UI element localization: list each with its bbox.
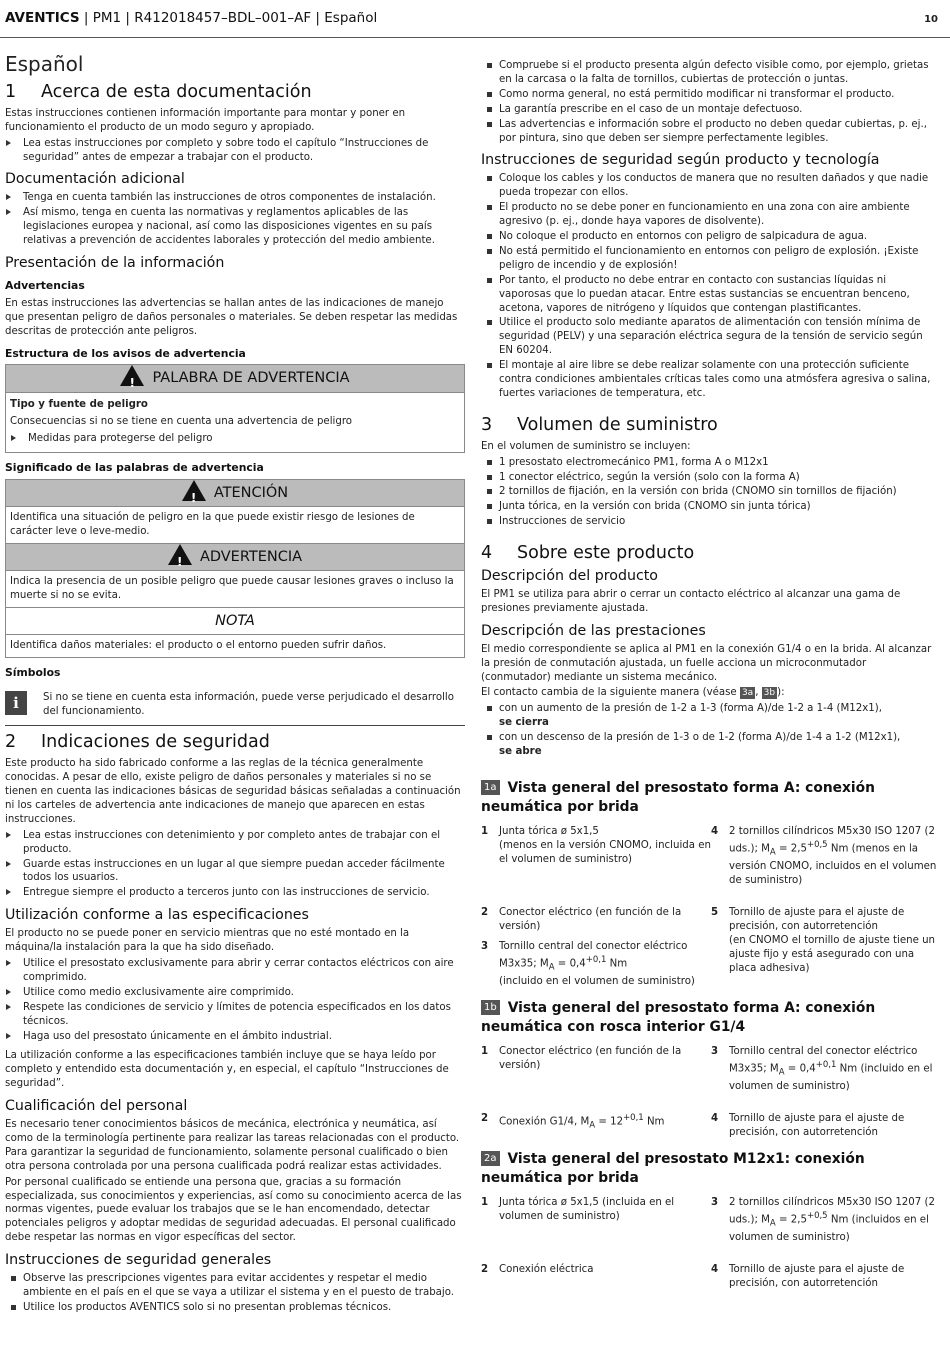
section-3-heading: 3 Volumen de suministro xyxy=(481,414,718,435)
qualification-heading: Cualificación del personal xyxy=(5,1098,188,1115)
page-header xyxy=(5,10,377,26)
qualification-text-2: Por personal cualificado se entiende una persona que, gracias a su formación especializada, sus conocimientos y experiencias, así como su conocimiento acerca de las normas vigentes, puede evaluar los trabajos que se le han encomendado, detectar potenciales peligros y adoptar medidas de seguridad adecuadas. El personal cualificado debe respetar las normas en vigor específicas del sector. xyxy=(5,1176,462,1244)
list-item: Utilice los productos AVENTICS solo si no presentan problemas técnicos. xyxy=(5,1301,465,1315)
figure-1b-legend: 1 Conector eléctrico (en función de la versión) 3 Tornillo central del conector eléctrico M3x35; $M_A = 0,4^{+0,1}$ Nm (incluido en el volumen de suministro) 2 Conexión G1/4, $M_A = 12^{+0,1}$ Nm 4 Tornillo de ajuste para el ajuste de precisión, con autorretención xyxy=(481,1045,938,1140)
list-item: Utilice el producto solo mediante aparatos de alimentación con tensión mínima de seguridad (PELV) y una separación eléctrica segura de la tensión de servicio según EN 60204. xyxy=(481,316,938,358)
intended-use-text-2: La utilización conforme a las especificaciones también incluye que se haya leído por completo y entendido esta documentación y, en especial, el capítulo “Instrucciones de seguridad”. xyxy=(5,1050,449,1090)
warnings-heading: Advertencias xyxy=(5,278,85,292)
warning-box: !ADVERTENCIA Indica la presencia de un posible peligro que puede causar lesiones graves o incluso la muerte si no se evita. xyxy=(5,544,465,608)
list-item: Lea estas instrucciones por completo y sobre todo el capítulo “Instrucciones de seguridad” antes de empezar a trabajar con el producto. xyxy=(5,137,465,165)
list-item: Haga uso del presostato únicamente en el ámbito industrial. xyxy=(5,1030,465,1044)
list-item: La garantía prescribe en el caso de un montaje defectuoso. xyxy=(481,103,938,117)
list-item: Compruebe si el producto presenta algún defecto visible como, por ejemplo, grietas en la carcasa o la falta de tornillos, cubiertas de protección o juntas. xyxy=(481,59,938,87)
legend-item: Conexión eléctrica xyxy=(499,1264,594,1276)
s1-list xyxy=(5,137,465,165)
list-item: Guarde estas instrucciones en un lugar al que siempre puedan acceder fácilmente todos los usuarios. xyxy=(5,858,465,886)
figure-ref-3a: 3a xyxy=(741,688,754,699)
list-item: Entregue siempre el producto a terceros junto con las instrucciones de servicio. xyxy=(5,886,465,900)
figure-ref-3b: 3b xyxy=(763,688,776,699)
section-2-heading: 2 Indicaciones de seguridad xyxy=(5,732,270,753)
general-safety-heading: Instrucciones de seguridad generales xyxy=(5,1252,272,1269)
general-safety-list-cont xyxy=(481,59,938,145)
caution-box: !ATENCIÓN Identifica una situación de peligro en la que puede existir riesgo de lesiones de carácter leve o leve-medio. xyxy=(5,479,465,544)
legend-item: Conector eléctrico (en función de la versión) xyxy=(499,1045,682,1071)
product-safety-heading: Instrucciones de seguridad según producto y tecnología xyxy=(481,152,880,169)
list-item: Junta tórica, en la versión con brida (CNOMO sin junta tórica) xyxy=(481,500,938,514)
legend-item: 2 tornillos cilíndricos M5x30 ISO 1207 (2 uds.); $M_A = 2,5^{+0,5}$ Nm (menos en la versión CNOMO, incluidos en el volumen de suministro) xyxy=(729,825,937,887)
info-symbol-text: Si no se tiene en cuenta esta información, puede verse perjudicado el desarrollo del funcionamiento. xyxy=(43,692,454,718)
section-1-heading: 1 Acerca de esta documentación xyxy=(5,81,312,102)
symbols-heading: Símbolos xyxy=(5,665,61,679)
list-item: El montaje al aire libre se debe realizar solamente con una protección suficiente contra condiciones ambientales críticas tales como una atmósfera agresiva o salina, fuertes variaciones de temperatura, etc. xyxy=(481,359,938,401)
s2-intro: Este producto ha sido fabricado conforme a las reglas de la técnica generalmente conocidas. A pesar de ello, existe peligro de daños personales y materiales si no se tienen en cuenta las indicaciones básicas de seguridad básicas señaladas a continuación ni los carteles de advertencia ante indicaciones de manejo que aparecen en estas instrucciones. xyxy=(5,758,461,825)
legend-item: Tornillo central del conector eléctrico M3x35; $M_A = 0,4^{+0,1}$ Nm (incluido en el volumen de suministro) xyxy=(729,1045,933,1093)
legend-item: 2 tornillos cilíndricos M5x30 ISO 1207 (2 uds.); $M_A = 2,5^{+0,5}$ Nm (incluidos en el volumen de suministro) xyxy=(729,1196,935,1244)
list-item: Por tanto, el producto no debe entrar en contacto con sustancias líquidas ni vaporosas que lo puedan atacar. Entre estas sustancias se encuentran benceno, acetona, vapores de nitrógeno y líquidos que contengan plastificantes. xyxy=(481,274,938,316)
list-item: Las advertencias e información sobre el producto no deben quedar cubiertas, p. ej., por pintura, sino que deben ser siempre perfectamente legibles. xyxy=(481,118,938,146)
info-symbol-row xyxy=(5,685,465,726)
warning-template-bar: !PALABRA DE ADVERTENCIA xyxy=(6,365,464,393)
figure-2a-legend: 1 Junta tórica ø 5x1,5 (incluida en el volumen de suministro) 3 2 tornillos cilíndricos M5x30 ISO 1207 (2 uds.); $M_A = 2,5^{+0,5}$ Nm (incluidos en el volumen de suministro) 2 Conexión eléctrica 4 Tornillo de ajuste para el ajuste de precisión, con autorretención xyxy=(481,1196,938,1291)
delivery-intro: En el volumen de suministro se incluyen: xyxy=(481,440,691,452)
list-item: Utilice el presostato exclusivamente para abrir y cerrar contactos eléctricos con aire comprimido. xyxy=(5,957,465,985)
delivery-list xyxy=(481,456,938,530)
product-description-text: El PM1 se utiliza para abrir o cerrar un contacto eléctrico al alcanzar una gama de presiones previamente ajustada. xyxy=(481,589,901,614)
list-item: No coloque el producto en entornos con peligro de salpicadura de agua. xyxy=(481,230,938,244)
language-title: Español xyxy=(5,52,84,76)
list-item: Instrucciones de servicio xyxy=(481,515,938,529)
page-number: 10 xyxy=(924,14,938,25)
list-item: 2 tornillos de fijación, en la versión con brida (CNOMO sin tornillos de fijación) xyxy=(481,485,938,499)
figure-1a-legend: 1 Junta tórica ø 5x1,5 (menos en la versión CNOMO, incluida en el volumen de suministro) 4 2 tornillos cilíndricos M5x30 ISO 1207 (2 uds.); $M_A = 2,5^{+0,5}$ Nm (menos en la versión CNOMO, incluidos en el volumen de suministro) 2 Conector eléctrico (en función de la versión) 5 Tornillo de ajuste para el ajuste de precisión, con autorretención (en CNOMO el tornillo de ajuste tiene un ajuste fijo y está asegurado con una placa adhesiva) 3 Tornillo central del conector eléctrico M3x35; $M_A = 0,4^{+0,1}$ Nm (incluido en el volumen de suministro) xyxy=(481,825,937,988)
header-doc-info: | PM1 | R412018457–BDL–001–AF | Español xyxy=(79,10,378,26)
warning-triangle-icon xyxy=(120,365,144,386)
additional-docs-list xyxy=(5,191,465,248)
list-item: El producto no se debe poner en funcionamiento en una zona con aire ambiente agresivo (p. ej., donde haya vapores de disolvente). xyxy=(481,201,938,229)
performance-heading: Descripción de las prestaciones xyxy=(481,622,706,639)
notice-box: NOTA Identifica daños materiales: el producto o el entorno pueden sufrir daños. xyxy=(5,608,465,658)
intended-use-heading: Utilización conforme a las especificaciones xyxy=(5,907,309,924)
list-item: Tenga en cuenta también las instrucciones de otros componentes de instalación. xyxy=(5,191,465,205)
legend-item: Tornillo de ajuste para el ajuste de precisión, con autorretención (en CNOMO el tornillo de ajuste tiene un ajuste fijo y está asegurado con una placa adhesiva) xyxy=(729,907,936,974)
warning-consequence: Consecuencias si no se tiene en cuenta una advertencia de peligro xyxy=(10,416,353,428)
legend-item: Tornillo central del conector eléctrico M3x35; $M_A = 0,4^{+0,1}$ Nm (incluido en el volumen de suministro) xyxy=(499,940,695,988)
list-item: No está permitido el funcionamiento en entornos con peligro de explosión. ¡Existe peligro de incendio y de explosión! xyxy=(481,245,938,273)
list-item: Utilice como medio exclusivamente aire comprimido. xyxy=(5,986,465,1000)
warning-template-box xyxy=(5,364,465,453)
general-safety-list xyxy=(5,1272,465,1315)
list-item: Coloque los cables y los conductos de manera que no resulten dañados y que nadie pueda tropezar con ellos. xyxy=(481,172,938,200)
performance-text: El medio correspondiente se aplica al PM1 en la conexión G1/4 o en la brida. Al alcanzar la presión de conmutación ajustada, un fuelle acciona un microconmutador (conmutador) mediante un sistema mecánico. xyxy=(481,643,932,683)
product-safety-list xyxy=(481,172,938,401)
figure-2a-heading: 2a Vista general del presostato M12x1: conexión neumática por brida xyxy=(481,1150,865,1186)
warning-type: Tipo y fuente de peligro xyxy=(10,399,148,411)
legend-item: Tornillo de ajuste para el ajuste de precisión, con autorretención xyxy=(729,1113,905,1139)
intended-use-list xyxy=(5,957,465,1043)
intended-use-text: El producto no se puede poner en servicio mientras que no esté montado en la máquina/la instalación para la que ha sido diseñado. xyxy=(5,928,410,954)
list-item: Como norma general, no está permitido modificar ni transformar el producto. xyxy=(481,88,938,102)
warning-triangle-icon xyxy=(168,544,192,565)
warnings-text: En estas instrucciones las advertencias se hallan antes de las indicaciones de manejo que presentan peligro de daños personales o materiales. Se deben respetar las medidas descritas de protección ante peligros. xyxy=(5,297,458,337)
s2-list xyxy=(5,829,465,901)
list-item: Así mismo, tenga en cuenta las normativas y reglamentos aplicables de las legislaciones europea y nacional, así como las disposiciones vigentes en su país relativas a prevención de accidentes laborales y protección del medio ambiente. xyxy=(5,206,465,248)
warning-triangle-icon xyxy=(182,480,206,501)
header-brand: AVENTICS xyxy=(5,10,80,26)
additional-docs-heading: Documentación adicional xyxy=(5,171,185,188)
section-4-heading: 4 Sobre este producto xyxy=(481,543,695,564)
legend-item: Tornillo de ajuste para el ajuste de precisión, con autorretención xyxy=(729,1264,905,1289)
info-presentation-heading: Presentación de la información xyxy=(5,254,225,271)
list-item: Respete las condiciones de servicio y límites de potencia especificados en los datos técnicos. xyxy=(5,1001,465,1029)
figure-1a-heading: 1a Vista general del presostato forma A: conexión neumática por brida xyxy=(481,779,875,815)
legend-item: Conexión G1/4, $M_A = 12^{+0,1}$ Nm xyxy=(499,1113,665,1131)
legend-item: Junta tórica ø 5x1,5 (incluida en el volumen de suministro) xyxy=(499,1196,675,1222)
s1-intro: Estas instrucciones contienen información importante para montar y poner en funcionamiento el producto de un modo seguro y apropiado. xyxy=(5,107,406,133)
legend-item: Conector eléctrico (en función de la versión) xyxy=(499,907,682,932)
info-icon: i xyxy=(5,691,27,715)
left-column xyxy=(5,52,465,1316)
warning-structure-heading: Estructura de los avisos de advertencia xyxy=(5,346,246,360)
list-item: 1 conector eléctrico, según la versión (solo con la forma A) xyxy=(481,471,938,485)
contact-change-text: El contacto cambia de la siguiente manera (véase 3a , 3b ): xyxy=(481,687,785,699)
list-item: con un aumento de la presión de 1-2 a 1-3 (forma A)/de 1-2 a 1-4 (M12x1), se cierra xyxy=(481,702,938,730)
figure-1b-heading: 1b Vista general del presostato forma A: conexión neumática con rosca interior G1/4 xyxy=(481,999,876,1035)
warning-measure: Medidas para protegerse del peligro xyxy=(10,432,460,446)
signal-words-heading: Significado de las palabras de advertencia xyxy=(5,461,264,475)
list-item: Lea estas instrucciones con detenimiento y por completo antes de trabajar con el producto. xyxy=(5,829,465,857)
contact-list xyxy=(481,702,938,759)
list-item: Observe las prescripciones vigentes para evitar accidentes y respetar el medio ambiente en el país en el que se vaya a utilizar el sistema y en el puesto de trabajo. xyxy=(5,1272,465,1300)
list-item: con un descenso de la presión de 1-3 o de 1-2 (forma A)/de 1-4 a 1-2 (M12x1), se abre xyxy=(481,731,938,759)
product-description-heading: Descripción del producto xyxy=(481,568,658,585)
header-rule xyxy=(0,37,950,38)
list-item: 1 presostato electromecánico PM1, forma A o M12x1 xyxy=(481,456,938,470)
right-column xyxy=(481,59,938,1301)
legend-item: Junta tórica ø 5x1,5 (menos en la versión CNOMO, incluida en el volumen de suministro) xyxy=(499,825,711,865)
qualification-text-1: Es necesario tener conocimientos básicos de mecánica, electrónica y neumática, así como de la terminología pertinente para realizar las tareas relacionadas con el producto. Para garantizar la seguridad de funcionamiento, solamente personal cualificado o bien otra persona controlada por una persona cualificada podrá realizar estas actividades. xyxy=(5,1119,460,1172)
